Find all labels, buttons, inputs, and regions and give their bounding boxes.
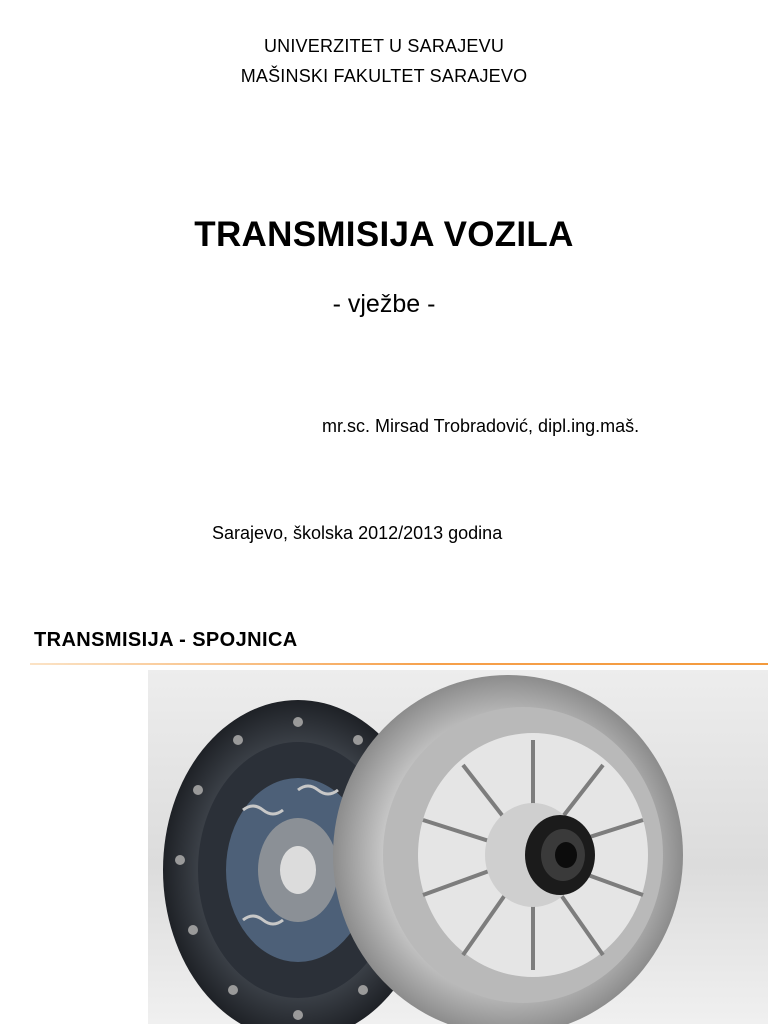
author-name: mr.sc. Mirsad Trobradović, dipl.ing.maš. bbox=[322, 416, 640, 436]
release-bearing bbox=[525, 815, 595, 895]
document-title: TRANSMISIJA VOZILA bbox=[194, 215, 574, 254]
faculty-name: MAŠINSKI FAKULTET SARAJEVO bbox=[240, 66, 528, 86]
place-and-year: Sarajevo, školska 2012/2013 godina bbox=[212, 523, 503, 543]
university-name: UNIVERZITET U SARAJEVU bbox=[263, 36, 505, 56]
slide-heading: TRANSMISIJA - SPOJNICA bbox=[34, 629, 298, 651]
document-subtitle: - vježbe - bbox=[332, 290, 436, 318]
heading-divider bbox=[30, 663, 768, 665]
pressure-plate bbox=[333, 675, 683, 1024]
content-slide bbox=[0, 600, 768, 1024]
clutch-assembly-image bbox=[148, 670, 768, 1024]
clutch-illustration bbox=[148, 670, 768, 1024]
